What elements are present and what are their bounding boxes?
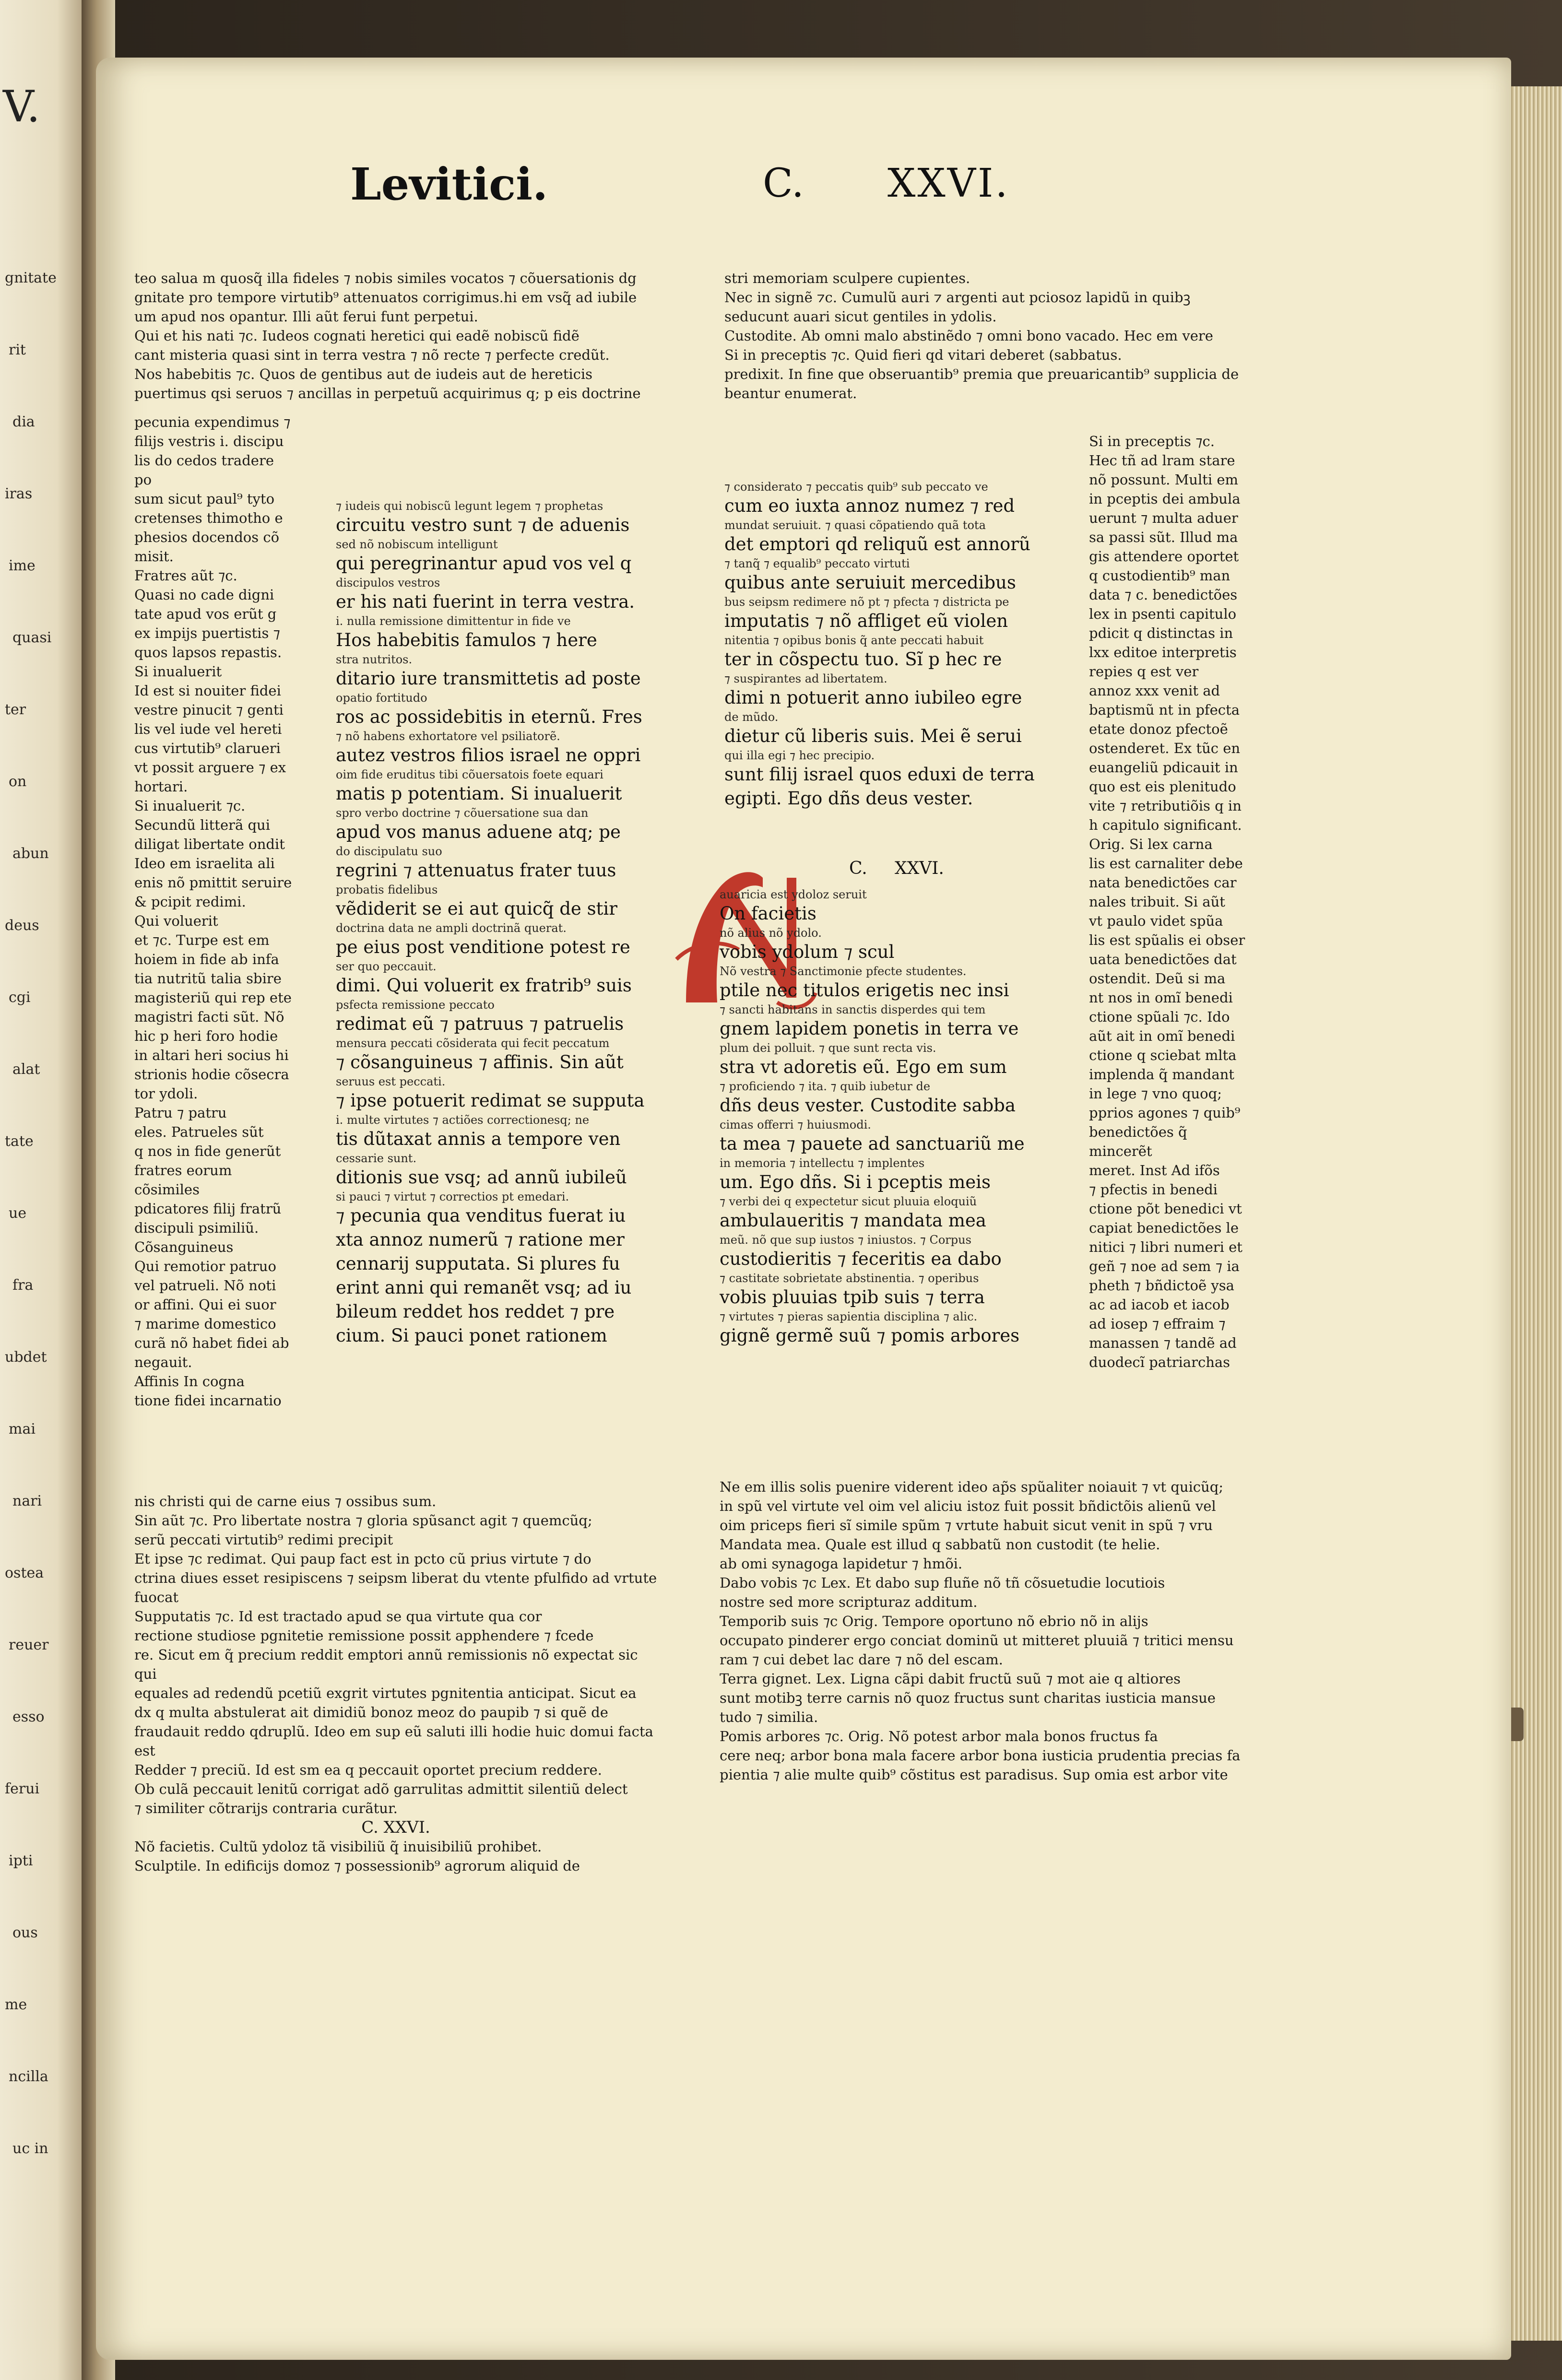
text-line: ter in cõspectu tuo. Sĩ p hec re: [724, 649, 1002, 670]
text-line: matis p potentiam. Si inualuerit: [336, 783, 622, 804]
gloss-line: Id est si nouiter fidei: [134, 683, 281, 699]
gloss-line: in pceptis dei ambula: [1089, 491, 1241, 507]
interlinear-gloss: ⁊ iudeis qui nobiscũ legunt legem ⁊ prophetas: [336, 499, 604, 513]
gloss-line: ex impijs puertistis ⁊: [134, 625, 280, 641]
interlinear-gloss: sed nõ nobiscum intelligunt: [336, 538, 498, 551]
interlinear-gloss: oim fide eruditus tibi cõuersatois foete equari: [336, 768, 604, 781]
gloss-line: quo est eis plenitudo: [1089, 778, 1236, 795]
gloss-line: tia nutritũ talia sbire: [134, 970, 282, 987]
gloss-line: Supputatis ⁊c. Id est tractado apud se qua virtute qua cor: [134, 1608, 542, 1625]
interlinear-gloss: bus seipsm redimere nõ pt ⁊ pfecta ⁊ districta pe: [724, 595, 1009, 609]
gloss-line: eles. Patrueles sũt: [134, 1124, 264, 1140]
gloss-line: equales ad redendũ pcetiũ exgrit virtutes pgnitentia anticipat. Sicut ea: [134, 1685, 637, 1701]
text-line: ros ac possidebitis in eternũ. Fres: [336, 707, 642, 727]
gloss-line: vt possit arguere ⁊ ex: [134, 759, 286, 776]
interlinear-gloss: mundat seruiuit. ⁊ quasi cõpatiendo quã tota: [724, 518, 986, 532]
chapter-text: [720, 887, 1046, 1348]
text-line: dñs deus vester. Custodite sabba: [720, 1095, 1016, 1116]
gloss-line: duodecĩ patriarchas: [1089, 1354, 1231, 1370]
text-line: ptile nec titulos erigetis nec insi: [720, 980, 1009, 1001]
gloss-line: sunt motibꝫ terre carnis nõ quoz fructus sunt charitas iusticia mansue: [720, 1690, 1216, 1706]
left-page-fragment: quasi: [12, 629, 52, 646]
text-line: vẽdiderit se ei aut quicq̃ de stir: [336, 898, 617, 919]
gloss-line: ram ⁊ cui debet lac dare ⁊ nõ del escam.: [720, 1651, 1003, 1668]
interlinear-gloss: ⁊ verbi dei q expectetur sicut pluuia eloquiũ: [720, 1195, 977, 1208]
text-line: vobis ydolum ⁊ scul: [720, 942, 895, 962]
interlinear-gloss: doctrina data ne ampli doctrinã querat.: [336, 921, 567, 935]
gloss-line: pheth ⁊ bñdictoẽ ysa: [1089, 1277, 1234, 1294]
interlinear-gloss: discipulos vestros: [336, 576, 440, 589]
gloss-column-left: [134, 412, 293, 1410]
gloss-line: cus virtutib⁹ clarueri: [134, 740, 281, 756]
interlinear-gloss: ⁊ considerato ⁊ peccatis quib⁹ sub peccato ve: [724, 480, 988, 494]
gloss-line: euangeliũ pdicauit in: [1089, 759, 1238, 776]
running-title-chapter-label: C.: [763, 161, 804, 206]
text-line: tis dũtaxat annis a tempore ven: [336, 1129, 621, 1149]
text-line: ⁊ pecunia qua venditus fuerat iu: [336, 1205, 626, 1226]
gloss-line: ctione q sciebat mlta: [1089, 1047, 1237, 1063]
gloss-line: Pomis arbores ⁊c. Orig. Nõ potest arbor mala bonos fructus fa: [720, 1728, 1158, 1744]
gloss-line: Ideo em israelita ali: [134, 855, 275, 872]
left-page-fragment: rit: [9, 342, 26, 358]
gloss-line: hortari.: [134, 778, 188, 795]
text-line: erint anni qui remanẽt vsq; ad iu: [336, 1277, 632, 1298]
gloss-line: Fratres aũt ⁊c.: [134, 567, 237, 584]
gloss-line: lxx editoe interpretis: [1089, 644, 1237, 660]
left-page-fragment: me: [5, 1996, 27, 2013]
gloss-line: predixit. In fine que obseruantib⁹ premia que preuaricantib⁹ supplicia de: [724, 366, 1239, 382]
gloss-line: oim priceps fieri sĩ simile spũm ⁊ vrtute habuit sicut venit in spũ ⁊ vru: [720, 1517, 1213, 1533]
gloss-line: nostre sed more scripturaz additum.: [720, 1594, 978, 1610]
gloss-line: nales tribuit. Si aũt: [1089, 894, 1225, 910]
chapter-label: C.: [849, 859, 867, 878]
gloss-line: ostendit. Deũ si ma: [1089, 970, 1226, 987]
chapter-indicator: C. XXVI.: [361, 1818, 430, 1837]
gloss-line: & pcipit redimi.: [134, 894, 246, 910]
gloss-line: quos lapsos repastis.: [134, 644, 282, 660]
gloss-line: et ⁊c. Turpe est em: [134, 932, 270, 948]
text-line: sunt filij israel quos eduxi de terra: [724, 764, 1035, 785]
interlinear-gloss: plum dei polluit. ⁊ que sunt recta vis.: [720, 1041, 936, 1055]
gloss-line: misit.: [134, 548, 174, 565]
gloss-line: pientia ⁊ alie multe quib⁹ cõstitus est paradisus. Sup omia est arbor vite: [720, 1767, 1228, 1783]
interlinear-gloss: meũ. nõ que sup iustos ⁊ iniustos. ⁊ Corpus: [720, 1233, 971, 1247]
gloss-line: ⁊ similiter cõtrarijs contraria curãtur.: [134, 1800, 398, 1816]
gloss-line: cretenses thimotho e: [134, 510, 283, 526]
gloss-line: fraudauit reddo qdruplũ. Ideo em sup eũ saluti illi hodie huic domui facta est: [134, 1723, 653, 1759]
left-page-fragment: abun: [12, 845, 49, 862]
gloss-line: vel patrueli. Nõ noti: [134, 1277, 276, 1294]
left-page-fragment: tate: [5, 1133, 34, 1150]
gloss-line: Dabo vobis ⁊c Lex. Et dabo sup fluñe nõ tñ cõsuetudie locutiois: [720, 1575, 1165, 1591]
gloss-line: lex in psenti capitulo: [1089, 606, 1237, 622]
gloss-line: Affinis In cogna: [134, 1373, 245, 1390]
text-line: ⁊ cõsanguineus ⁊ affinis. Sin aũt: [336, 1052, 624, 1072]
left-page-head: V.: [3, 82, 40, 132]
interlinear-gloss: Nõ vestra ⁊ Sanctimonie pfecte studentes.: [720, 965, 967, 978]
interlinear-gloss: nitentia ⁊ opibus bonis q̃ ante peccati habuit: [724, 634, 984, 647]
gloss-line: rectione studiose pgnitetie remissione possit apphendere ⁊ fcede: [134, 1627, 594, 1644]
gloss-line: phesios docendos cõ: [134, 529, 280, 545]
text-line: cennarij supputata. Si plures fu: [336, 1253, 620, 1274]
interlinear-gloss: ⁊ tanq̃ ⁊ equalib⁹ peccato virtuti: [724, 557, 910, 570]
gloss-line: q nos in fide generũt: [134, 1143, 281, 1159]
interlinear-gloss: si pauci ⁊ virtut ⁊ correctios pt emedari.: [336, 1190, 569, 1203]
gloss-line: Patru ⁊ patru: [134, 1105, 227, 1121]
left-page-fragment: ter: [5, 701, 26, 718]
gloss-line: ctrina diues esset resipiscens ⁊ seipsm liberat du vtente pfulfido ad vrtute fuocat: [134, 1570, 657, 1605]
gloss-line: ctione põt benedici vt: [1089, 1201, 1242, 1217]
gloss-line: Temporib suis ⁊c Orig. Tempore oportuno nõ ebrio nõ in alijs: [720, 1613, 1148, 1629]
gloss-line: Cõsanguineus: [134, 1239, 234, 1255]
interlinear-gloss: ⁊ nõ habens exhortatore vel psiliatorẽ.: [336, 730, 560, 743]
chapter-heading: [849, 859, 944, 878]
interlinear-gloss: ⁊ proficiendo ⁊ ita. ⁊ quib iubetur de: [720, 1080, 931, 1093]
interlinear-gloss: nõ alius nõ ydolo.: [720, 926, 822, 940]
left-page-fragment: dia: [12, 413, 35, 430]
text-line: qui peregrinantur apud vos vel q: [336, 553, 632, 574]
left-page-fragment: esso: [12, 1708, 45, 1725]
left-page-fragment: ostea: [5, 1565, 44, 1581]
gloss-line: Terra gignet. Lex. Ligna cãpi dabit fructũ suũ ⁊ mot aie q altiores: [720, 1671, 1181, 1687]
gloss-line: fratres eorum cõsimiles: [134, 1162, 232, 1198]
left-page-fragment: alat: [12, 1061, 40, 1078]
gloss-line: Ob culã peccauit lenitũ corrigat adõ garrulitas admittit silentiũ delect: [134, 1781, 628, 1797]
gloss-line: vite ⁊ retributiõis q in: [1089, 798, 1242, 814]
gloss-line: stri memoriam sculpere cupientes.: [724, 270, 970, 286]
gloss-line: pdicit q distinctas in: [1089, 625, 1233, 641]
gloss-line: nõ possunt. Multi em: [1089, 471, 1239, 488]
left-page-fragment: reuer: [9, 1637, 49, 1653]
interlinear-gloss: cimas offerri ⁊ huiusmodi.: [720, 1118, 871, 1131]
gloss-line: uata benedictões dat: [1089, 951, 1237, 967]
text-line: ⁊ ipse potuerit redimat se supputa: [336, 1090, 645, 1111]
gloss-line: implenda q̃ mandant: [1089, 1066, 1234, 1083]
interlinear-gloss: de mũdo.: [724, 710, 779, 724]
gloss-line: lis est carnaliter debe: [1089, 855, 1243, 872]
gloss-line: dx q multa abstulerat ait dimidiũ bonoz meoz do paupib ⁊ si quẽ de: [134, 1704, 608, 1720]
interlinear-gloss: i. nulla remissione dimittentur in fide ve: [336, 614, 571, 628]
gloss-line: hic p heri foro hodie: [134, 1028, 278, 1044]
left-page-fragment: ous: [12, 1924, 38, 1941]
gloss-line: Redder ⁊ preciũ. Id est sm ea q peccauit oportet precium reddere.: [134, 1762, 602, 1778]
gloss-line: um apud nos opantur. Illi aũt ferui funt perpetui.: [134, 308, 478, 325]
gloss-line: in lege ⁊ vno quoq;: [1089, 1085, 1222, 1102]
gloss-line: repies q est ver: [1089, 663, 1199, 680]
gloss-line: Qui et his nati ⁊c. Iudeos cognati heretici qui eadẽ nobiscũ fidẽ: [134, 328, 580, 344]
gloss-line: or affini. Qui ei suor: [134, 1296, 276, 1313]
text-line: dietur cũ liberis suis. Mei ẽ serui: [724, 726, 1022, 746]
gloss-line: tate apud vos erũt g: [134, 606, 277, 622]
lower-gloss-left: [134, 1492, 657, 1875]
text-line: custodieritis ⁊ feceritis ea dabo: [720, 1249, 1002, 1269]
gloss-line: puertimus qsi seruos ⁊ ancillas in perpetuũ acquirimus q; p eis doctrine: [134, 385, 641, 401]
interlinear-gloss: do discipulatu suo: [336, 845, 442, 858]
gloss-line: occupato pinderer ergo conciat dominũ ut mitteret pluuiã ⁊ tritici mensu: [720, 1632, 1234, 1649]
gloss-line: Quasi no cade digni: [134, 587, 274, 603]
left-page-fragment: ferui: [5, 1780, 40, 1797]
text-line: ambulaueritis ⁊ mandata mea: [720, 1210, 986, 1231]
gloss-line: q custodientib⁹ man: [1089, 567, 1231, 584]
biblical-text-column-1: [336, 499, 652, 1348]
interlinear-gloss: stra nutritos.: [336, 653, 413, 666]
text-line: det emptori qd reliquũ est annorũ: [724, 534, 1030, 554]
left-page-fragment: nari: [12, 1493, 42, 1509]
left-page-fragment: gnitate: [5, 270, 57, 286]
interlinear-gloss: seruus est peccati.: [336, 1075, 446, 1088]
text-line: stra vt adoretis eũ. Ego em sum: [720, 1057, 1007, 1077]
left-page-fragment: uc in: [12, 2140, 48, 2157]
gloss-line: capiat benedictões le: [1089, 1220, 1239, 1236]
text-line: Hos habebitis famulos ⁊ here: [336, 630, 597, 650]
gloss-line: re. Sicut em q̃ precium reddit emptori annũ remissionis nõ expectat sic qui: [134, 1647, 638, 1682]
lower-gloss-right: [720, 1477, 1252, 1784]
text-line: pe eius post venditione potest re: [336, 937, 630, 957]
gloss-line: seducunt auari sicut gentiles in ydolis.: [724, 308, 997, 325]
gloss-line: cere neq; arbor bona mala facere arbor bona iusticia prudentia precias fa: [720, 1747, 1241, 1764]
gloss-line: nata benedictões car: [1089, 874, 1237, 891]
biblical-text-column-2: [724, 480, 1041, 811]
gloss-line: vt paulo videt spũa: [1089, 913, 1223, 929]
gloss-line: manassen ⁊ tandẽ ad: [1089, 1335, 1237, 1351]
left-page-fragment: ubdet: [5, 1349, 47, 1366]
gloss-line: h capitulo significant.: [1089, 817, 1242, 833]
gloss-line: teo salua m quosq̃ illa fideles ⁊ nobis similes vocatos ⁊ cõuersationis dg: [134, 270, 637, 286]
gloss-line: etate donoz pfectoẽ: [1089, 721, 1228, 737]
interlinear-gloss: psfecta remissione peccato: [336, 998, 495, 1012]
text-line: dimi. Qui voluerit ex fratrib⁹ suis: [336, 975, 632, 996]
gloss-line: meret. Inst Ad ifõs: [1089, 1162, 1220, 1178]
left-page-fragment: mai: [9, 1421, 36, 1437]
gloss-line: filijs vestris i. discipu: [134, 433, 284, 449]
text-line: quibus ante seruiuit mercedibus: [724, 572, 1016, 593]
interlinear-gloss: cessarie sunt.: [336, 1152, 417, 1165]
left-page-fragment: ipti: [9, 1852, 33, 1869]
left-page-fragment: fra: [12, 1277, 34, 1294]
interlinear-gloss: probatis fidelibus: [336, 883, 438, 896]
gloss-line: strionis hodie cõsecra: [134, 1066, 289, 1083]
text-line: cum eo iuxta annoz numez ⁊ red: [724, 495, 1015, 516]
gloss-line: magisteriũ qui rep ete: [134, 990, 292, 1006]
text-line: xta annoz numerũ ⁊ ratione mer: [336, 1229, 625, 1250]
text-line: On facietis: [720, 903, 816, 924]
text-line: er his nati fuerint in terra vestra.: [336, 591, 635, 612]
gloss-line: nt nos in omĩ benedi: [1089, 990, 1233, 1006]
left-page-fragment: iras: [5, 485, 33, 502]
interlinear-gloss: opatio fortitudo: [336, 691, 427, 705]
gloss-line: ⁊ pfectis in benedi: [1089, 1181, 1218, 1198]
interlinear-gloss: qui illa egi ⁊ hec precipio.: [724, 749, 875, 762]
gloss-line: annoz xxx venit ad: [1089, 683, 1220, 699]
gloss-line: Qui voluerit: [134, 913, 218, 929]
interlinear-gloss: ⁊ castitate sobrietate abstinentia. ⁊ operibus: [720, 1272, 979, 1285]
gloss-line: lis vel iude vel hereti: [134, 721, 282, 737]
left-page-fragment: ue: [9, 1205, 27, 1222]
text-line: ta mea ⁊ pauete ad sanctuariũ me: [720, 1133, 1025, 1154]
upper-gloss-right: [724, 269, 1252, 403]
gloss-line: Nos habebitis ⁊c. Quos de gentibus aut de iudeis aut de hereticis: [134, 366, 593, 382]
interlinear-gloss: ⁊ suspirantes ad libertatem.: [724, 672, 888, 685]
gloss-line: in spũ vel virtute vel oim vel aliciu istoz fuit possit bñdictõis alienũ vel: [720, 1498, 1216, 1514]
gloss-line: Hec tñ ad lram stare: [1089, 452, 1235, 469]
interlinear-gloss: ⁊ sancti habitans in sanctis disperdes qui tem: [720, 1003, 986, 1016]
gloss-line: Nõ facietis. Cultũ ydoloz tã visibiliũ q̃ inuisibiliũ prohibet.: [134, 1838, 542, 1855]
gloss-column-right: [1089, 432, 1252, 1372]
text-line: bileum reddet hos reddet ⁊ pre: [336, 1301, 615, 1322]
gloss-line: pdicatores filij fratrũ: [134, 1201, 282, 1217]
gloss-line: Custodite. Ab omni malo abstinẽdo ⁊ omni bono vacado. Hec em vere: [724, 328, 1213, 344]
gloss-line: hoiem in fide ab infa: [134, 951, 279, 967]
gloss-line: negauit.: [134, 1354, 192, 1370]
gloss-line: discipuli psimiliũ.: [134, 1220, 259, 1236]
left-page-fragment: on: [9, 773, 27, 790]
gloss-line: data ⁊ c. benedictões: [1089, 587, 1238, 603]
gloss-line: ad iosep ⁊ effraim ⁊: [1089, 1316, 1226, 1332]
gloss-line: vestre pinucit ⁊ genti: [134, 702, 284, 718]
gloss-line: curã nõ habet fidei ab: [134, 1335, 289, 1351]
interlinear-gloss: mensura peccati cõsiderata qui fecit peccatum: [336, 1037, 610, 1050]
gloss-line: sa passi sũt. Illud ma: [1089, 529, 1238, 545]
gloss-line: aũt ait in omĩ benedi: [1089, 1028, 1235, 1044]
gloss-line: lis est spũalis ei obser: [1089, 932, 1245, 948]
gloss-line: Si inualuerit ⁊c.: [134, 798, 246, 814]
gloss-line: nitici ⁊ libri numeri et: [1089, 1239, 1242, 1255]
text-line: um. Ego dñs. Si i pceptis meis: [720, 1172, 991, 1192]
text-line: autez vestros filios israel ne oppri: [336, 745, 641, 766]
gloss-line: Si in preceptis ⁊c.: [1089, 433, 1215, 449]
gloss-line: ab omi synagoga lapidetur ⁊ hmõi.: [720, 1555, 963, 1572]
gloss-line: Et ipse ⁊c redimat. Qui paup fact est in pcto cũ prius virtute ⁊ do: [134, 1551, 592, 1567]
interlinear-gloss: auaricia est ydoloz seruit: [720, 888, 867, 901]
gloss-line: pecunia expendimus ⁊: [134, 414, 291, 430]
gloss-line: baptismũ nt in pfecta: [1089, 702, 1240, 718]
gloss-line: geñ ⁊ noe ad sem ⁊ ia: [1089, 1258, 1240, 1274]
chapter-number: XXVI.: [894, 859, 944, 878]
interlinear-gloss: i. multe virtutes ⁊ actiões correctionesq; ne: [336, 1113, 590, 1127]
gloss-line: gnitate pro tempore virtutib⁹ attenuatos corrigimus.hi em vsq̃ ad iubile: [134, 289, 637, 306]
text-line: gnem lapidem ponetis in terra ve: [720, 1018, 1019, 1039]
text-line: apud vos manus aduene atq; pe: [336, 822, 621, 842]
gloss-line: Orig. Si lex carna: [1089, 836, 1213, 852]
gloss-line: ac ad iacob et iacob: [1089, 1296, 1230, 1313]
running-title-chapter-number: XXVI.: [888, 161, 1010, 206]
gloss-line: cant misteria quasi sint in terra vestra ⁊ nõ recte ⁊ perfecte credũt.: [134, 347, 610, 363]
interlinear-gloss: spro verbo doctrine ⁊ cõuersatione sua dan: [336, 806, 589, 820]
gloss-line: Sculptile. In edificijs domoz ⁊ possessionib⁹ agrorum aliquid de: [134, 1858, 580, 1874]
gloss-line: tione fidei incarnatio: [134, 1392, 282, 1409]
gloss-line: ostenderet. Ex tũc en: [1089, 740, 1241, 756]
gloss-line: Si inualuerit: [134, 663, 222, 680]
text-line: imputatis ⁊ nõ affliget eũ violen: [724, 611, 1008, 631]
text-line: egipti. Ego dñs deus vester.: [724, 788, 973, 809]
text-line: circuitu vestro sunt ⁊ de aduenis: [336, 515, 630, 535]
text-line: regrini ⁊ attenuatus frater tuus: [336, 860, 616, 881]
text-line: gignẽ germẽ suũ ⁊ pomis arbores: [720, 1325, 1020, 1346]
gloss-line: gis attendere oportet: [1089, 548, 1239, 565]
gloss-line: ctione spũali ⁊c. Ido: [1089, 1009, 1230, 1025]
text-line: cium. Si pauci ponet rationem: [336, 1325, 607, 1346]
gloss-line: tudo ⁊ similia.: [720, 1709, 818, 1725]
text-line: dimi n potuerit anno iubileo egre: [724, 687, 1022, 708]
left-page-fragment: ncilla: [9, 2068, 48, 2085]
gloss-line: Mandata mea. Quale est illud q sabbatũ non custodit (te helie.: [720, 1536, 1160, 1553]
gloss-line: benedictões q̃ mincerẽt: [1089, 1124, 1187, 1159]
gloss-line: beantur enumerat.: [724, 385, 857, 401]
gloss-line: sum sicut paul⁹ tyto: [134, 491, 275, 507]
gloss-line: pprios agones ⁊ quib⁹: [1089, 1105, 1241, 1121]
left-page-fragment: cgi: [9, 989, 31, 1006]
gloss-line: ⁊ marime domestico: [134, 1316, 276, 1332]
gloss-line: enis nõ pmittit seruire: [134, 874, 292, 891]
text-line: ditario iure transmittetis ad poste: [336, 668, 641, 689]
gloss-line: serũ peccati virtutib⁹ redimi precipit: [134, 1532, 393, 1548]
gloss-line: nis christi qui de carne eius ⁊ ossibus sum.: [134, 1493, 437, 1509]
left-page-fragment: deus: [5, 917, 39, 934]
interlinear-gloss: ⁊ virtutes ⁊ pieras sapientia disciplina ⁊ alic.: [720, 1310, 978, 1323]
gloss-line: magistri facti sũt. Nõ: [134, 1009, 284, 1025]
gloss-line: tor ydoli.: [134, 1085, 198, 1102]
gloss-line: Ne em illis solis puenire viderent ideo ap̃s spũaliter noiauit ⁊ vt quicũq;: [720, 1479, 1224, 1495]
gloss-line: in altari heri socius hi: [134, 1047, 289, 1063]
text-line: vobis pluuias tpib suis ⁊ terra: [720, 1287, 985, 1308]
running-title-book: Levitici.: [350, 158, 548, 210]
interlinear-gloss: in memoria ⁊ intellectu ⁊ implentes: [720, 1156, 925, 1170]
gloss-line: Si in preceptis ⁊c. Quid fieri qd vitari deberet (sabbatus.: [724, 347, 1122, 363]
gloss-line: Qui remotior patruo: [134, 1258, 276, 1274]
gloss-line: Sin aũt ⁊c. Pro libertate nostra ⁊ gloria spũsanct agit ⁊ quemcũq;: [134, 1512, 592, 1529]
left-page-fragment: ime: [9, 557, 36, 574]
gloss-line: diligat libertate ondit: [134, 836, 285, 852]
left-page-strip: [0, 0, 82, 2380]
gloss-line: uerunt ⁊ multa aduer: [1089, 510, 1238, 526]
interlinear-gloss: ser quo peccauit.: [336, 960, 437, 973]
text-line: ditionis sue vsq; ad annũ iubileũ: [336, 1167, 627, 1188]
text-line: redimat eũ ⁊ patruus ⁊ patruelis: [336, 1013, 624, 1034]
gloss-line: Secundũ litterã qui: [134, 817, 270, 833]
upper-gloss: [134, 269, 652, 403]
gloss-line: lis do cedos tradere po: [134, 452, 274, 488]
gloss-line: Nec in signẽ ⁊c. Cumulũ auri ⁊ argenti aut pciosoz lapidũ in quibꝫ: [724, 289, 1191, 306]
page-edges: [1506, 86, 1562, 2341]
